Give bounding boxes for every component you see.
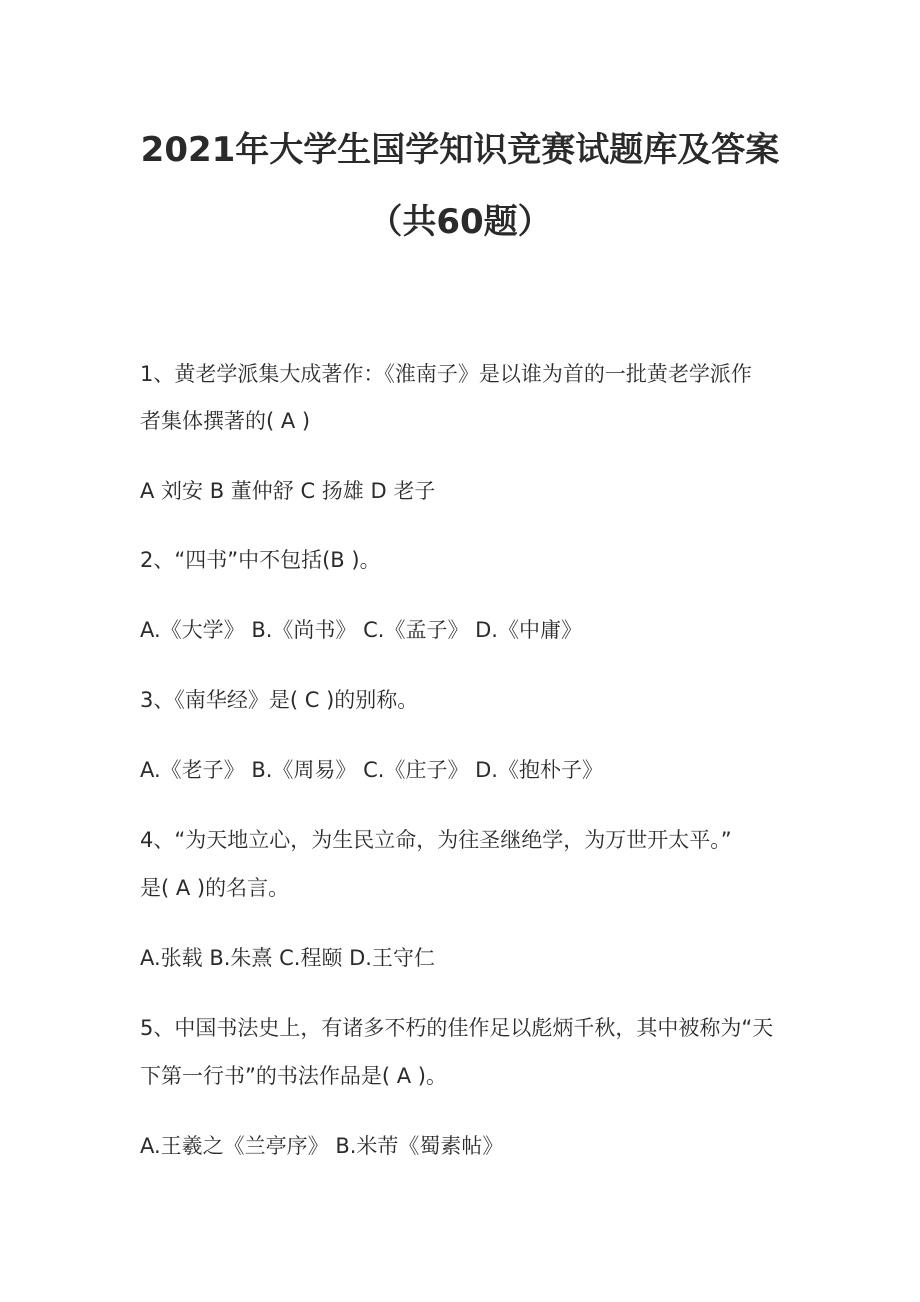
question-5-stem-line-2: 下第一行书”的书法作品是( A )。 — [140, 1064, 447, 1088]
question-1-options: A 刘安 B 董仲舒 C 扬雄 D 老子 — [140, 479, 436, 503]
question-1-stem-line-1: 1、黄老学派集大成著作：《淮南子》是以谁为首的一批黄老学派作 — [140, 362, 752, 386]
question-3-options: A.《老子》 B.《周易》 C.《庄子》 D.《抱朴子》 — [140, 758, 603, 782]
question-5-options: A.王羲之《兰亭序》 B.米芾《蜀素帖》 — [140, 1134, 504, 1158]
question-3-stem: 3、《南华经》是( C )的别称。 — [140, 688, 419, 712]
question-4-options: A.张载 B.朱熹 C.程颐 D.王守仁 — [140, 946, 435, 970]
page-subtitle: （共60题） — [368, 202, 552, 242]
question-2-options: A.《大学》 B.《尚书》 C.《孟子》 D.《中庸》 — [140, 618, 582, 642]
question-1-stem-line-2: 者集体撰著的( A ) — [140, 409, 311, 433]
question-2-stem: 2、“四书”中不包括(B )。 — [140, 548, 381, 572]
page-title: 2021年大学生国学知识竞赛试题库及答案 — [140, 130, 780, 170]
question-5-stem-line-1: 5、中国书法史上，有诸多不朽的佳作足以彪炳千秋，其中被称为“天 — [140, 1016, 774, 1040]
question-4-stem-line-1: 4、“为天地立心，为生民立命，为往圣继绝学，为万世开太平。” — [140, 828, 732, 852]
question-4-stem-line-2: 是( A )的名言。 — [140, 876, 290, 900]
